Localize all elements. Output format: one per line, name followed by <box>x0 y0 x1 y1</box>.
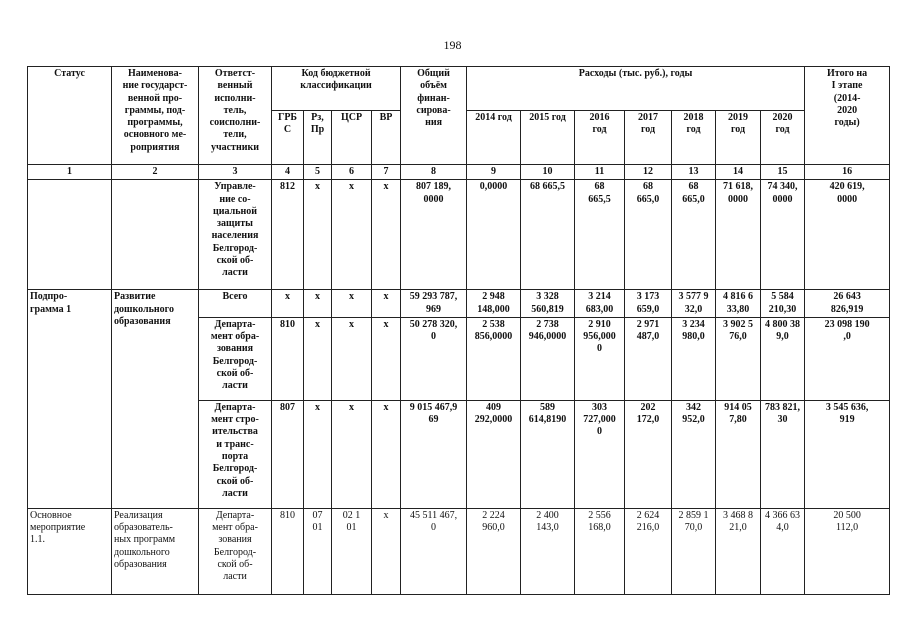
year-2016-cell: 68 665,5 <box>575 180 625 290</box>
responsible-cell: Управле- ние со- циальной защиты населения Белгород- ской об- ласти <box>199 180 272 290</box>
year-2017-cell: 202 172,0 <box>625 400 672 508</box>
header-status: Статус <box>28 67 112 165</box>
rzpr-cell: x <box>304 290 332 318</box>
year-2014-cell: 409 292,0000 <box>467 400 521 508</box>
year-2016-cell: 2 910 956,000 0 <box>575 317 625 400</box>
status-cell: Основное мероприятие 1.1. <box>28 508 112 594</box>
vr-cell: x <box>372 400 401 508</box>
stage-total-cell: 3 545 636, 919 <box>805 400 890 508</box>
year-2014-cell: 2 538 856,0000 <box>467 317 521 400</box>
year-2016-cell: 303 727,000 0 <box>575 400 625 508</box>
year-2020-cell: 5 584 210,30 <box>761 290 805 318</box>
year-2015-cell: 68 665,5 <box>521 180 575 290</box>
page-number: 198 <box>443 38 462 52</box>
year-2020-cell: 4 366 63 4,0 <box>761 508 805 594</box>
year-2018-cell: 3 577 9 32,0 <box>672 290 716 318</box>
rzpr-cell: x <box>304 180 332 290</box>
vr-cell: x <box>372 317 401 400</box>
csr-cell: 02 1 01 <box>332 508 372 594</box>
column-number: 15 <box>761 165 805 180</box>
grbs-cell: 807 <box>272 400 304 508</box>
column-number: 6 <box>332 165 372 180</box>
rzpr-cell: 07 01 <box>304 508 332 594</box>
column-number: 14 <box>716 165 761 180</box>
header-name: Наименова- ние государст- венной про- граммы, под- программы, основного ме- роприятия <box>112 67 199 165</box>
header-2015: 2015 год <box>521 111 575 165</box>
header-stage-total: Итого на I этапе (2014- 2020 годы) <box>805 67 890 165</box>
year-2018-cell: 68 665,0 <box>672 180 716 290</box>
total-cell: 807 189, 0000 <box>401 180 467 290</box>
csr-cell: x <box>332 400 372 508</box>
stage-total-cell: 26 643 826,919 <box>805 290 890 318</box>
column-number: 1 <box>28 165 112 180</box>
header-2016: 2016 год <box>575 111 625 165</box>
total-cell: 9 015 467,9 69 <box>401 400 467 508</box>
table-row <box>28 180 890 290</box>
name-cell <box>112 180 199 290</box>
column-number: 7 <box>372 165 401 180</box>
responsible-cell: Департа- мент обра- зования Белгород- ской об- ласти <box>199 317 272 400</box>
header-budget-code: Код бюджетной классификации <box>272 67 401 111</box>
total-cell: 45 511 467, 0 <box>401 508 467 594</box>
total-cell: 59 293 787, 969 <box>401 290 467 318</box>
table-row <box>28 508 890 594</box>
year-2015-cell: 2 738 946,0000 <box>521 317 575 400</box>
header-2018: 2018 год <box>672 111 716 165</box>
year-2018-cell: 342 952,0 <box>672 400 716 508</box>
year-2020-cell: 74 340, 0000 <box>761 180 805 290</box>
column-number: 11 <box>575 165 625 180</box>
header-vr: ВР <box>372 111 401 165</box>
year-2020-cell: 4 800 38 9,0 <box>761 317 805 400</box>
header-responsible: Ответст- венный исполни- тель, соисполни- тели, участники <box>199 67 272 165</box>
name-cell: Реализация образователь- ных программ дошкольного образования <box>112 508 199 594</box>
year-2020-cell: 783 821, 30 <box>761 400 805 508</box>
column-number-row <box>28 165 890 180</box>
column-number: 8 <box>401 165 467 180</box>
year-2018-cell: 2 859 1 70,0 <box>672 508 716 594</box>
header-total: Общий объём финан- сирова- ния <box>401 67 467 165</box>
responsible-cell: Всего <box>199 290 272 318</box>
column-number: 9 <box>467 165 521 180</box>
column-number: 2 <box>112 165 199 180</box>
header-rzpr: Рз, Пр <box>304 111 332 165</box>
year-2018-cell: 3 234 980,0 <box>672 317 716 400</box>
year-2019-cell: 3 902 5 76,0 <box>716 317 761 400</box>
header-csr: ЦСР <box>332 111 372 165</box>
year-2014-cell: 0,0000 <box>467 180 521 290</box>
year-2019-cell: 3 468 8 21,0 <box>716 508 761 594</box>
responsible-cell: Департа- мент стро- ительства и транс- порта Белгород- ской об- ласти <box>199 400 272 508</box>
csr-cell: x <box>332 180 372 290</box>
header-2017: 2017 год <box>625 111 672 165</box>
status-cell: Подпро- грамма 1 <box>28 290 112 509</box>
header-2019: 2019 год <box>716 111 761 165</box>
name-cell: Развитие дошкольного образования <box>112 290 199 509</box>
table-row <box>28 290 890 318</box>
vr-cell: x <box>372 180 401 290</box>
csr-cell: x <box>332 290 372 318</box>
year-2015-cell: 2 400 143,0 <box>521 508 575 594</box>
header-2020: 2020 год <box>761 111 805 165</box>
year-2014-cell: 2 948 148,000 <box>467 290 521 318</box>
responsible-cell: Департа- мент обра- зования Белгород- ской об- ласти <box>199 508 272 594</box>
status-cell <box>28 180 112 290</box>
rzpr-cell: x <box>304 400 332 508</box>
csr-cell: x <box>332 317 372 400</box>
year-2014-cell: 2 224 960,0 <box>467 508 521 594</box>
year-2017-cell: 2 971 487,0 <box>625 317 672 400</box>
header-2014: 2014 год <box>467 111 521 165</box>
grbs-cell: 812 <box>272 180 304 290</box>
column-number: 5 <box>304 165 332 180</box>
column-number: 10 <box>521 165 575 180</box>
header-expenses: Расходы (тыс. руб.), годы <box>467 67 805 111</box>
year-2017-cell: 2 624 216,0 <box>625 508 672 594</box>
vr-cell: x <box>372 508 401 594</box>
column-number: 16 <box>805 165 890 180</box>
year-2019-cell: 914 05 7,80 <box>716 400 761 508</box>
grbs-cell: 810 <box>272 317 304 400</box>
column-number: 4 <box>272 165 304 180</box>
stage-total-cell: 20 500 112,0 <box>805 508 890 594</box>
budget-table <box>27 66 890 595</box>
year-2019-cell: 71 618, 0000 <box>716 180 761 290</box>
vr-cell: x <box>372 290 401 318</box>
year-2017-cell: 68 665,0 <box>625 180 672 290</box>
year-2019-cell: 4 816 6 33,80 <box>716 290 761 318</box>
column-number: 3 <box>199 165 272 180</box>
year-2015-cell: 3 328 560,819 <box>521 290 575 318</box>
header-grbs: ГРБ С <box>272 111 304 165</box>
year-2015-cell: 589 614,8190 <box>521 400 575 508</box>
total-cell: 50 278 320, 0 <box>401 317 467 400</box>
column-number: 12 <box>625 165 672 180</box>
grbs-cell: x <box>272 290 304 318</box>
year-2016-cell: 3 214 683,00 <box>575 290 625 318</box>
stage-total-cell: 420 619, 0000 <box>805 180 890 290</box>
year-2016-cell: 2 556 168,0 <box>575 508 625 594</box>
rzpr-cell: x <box>304 317 332 400</box>
column-number: 13 <box>672 165 716 180</box>
grbs-cell: 810 <box>272 508 304 594</box>
header-row-1 <box>28 67 890 111</box>
stage-total-cell: 23 098 190 ,0 <box>805 317 890 400</box>
year-2017-cell: 3 173 659,0 <box>625 290 672 318</box>
